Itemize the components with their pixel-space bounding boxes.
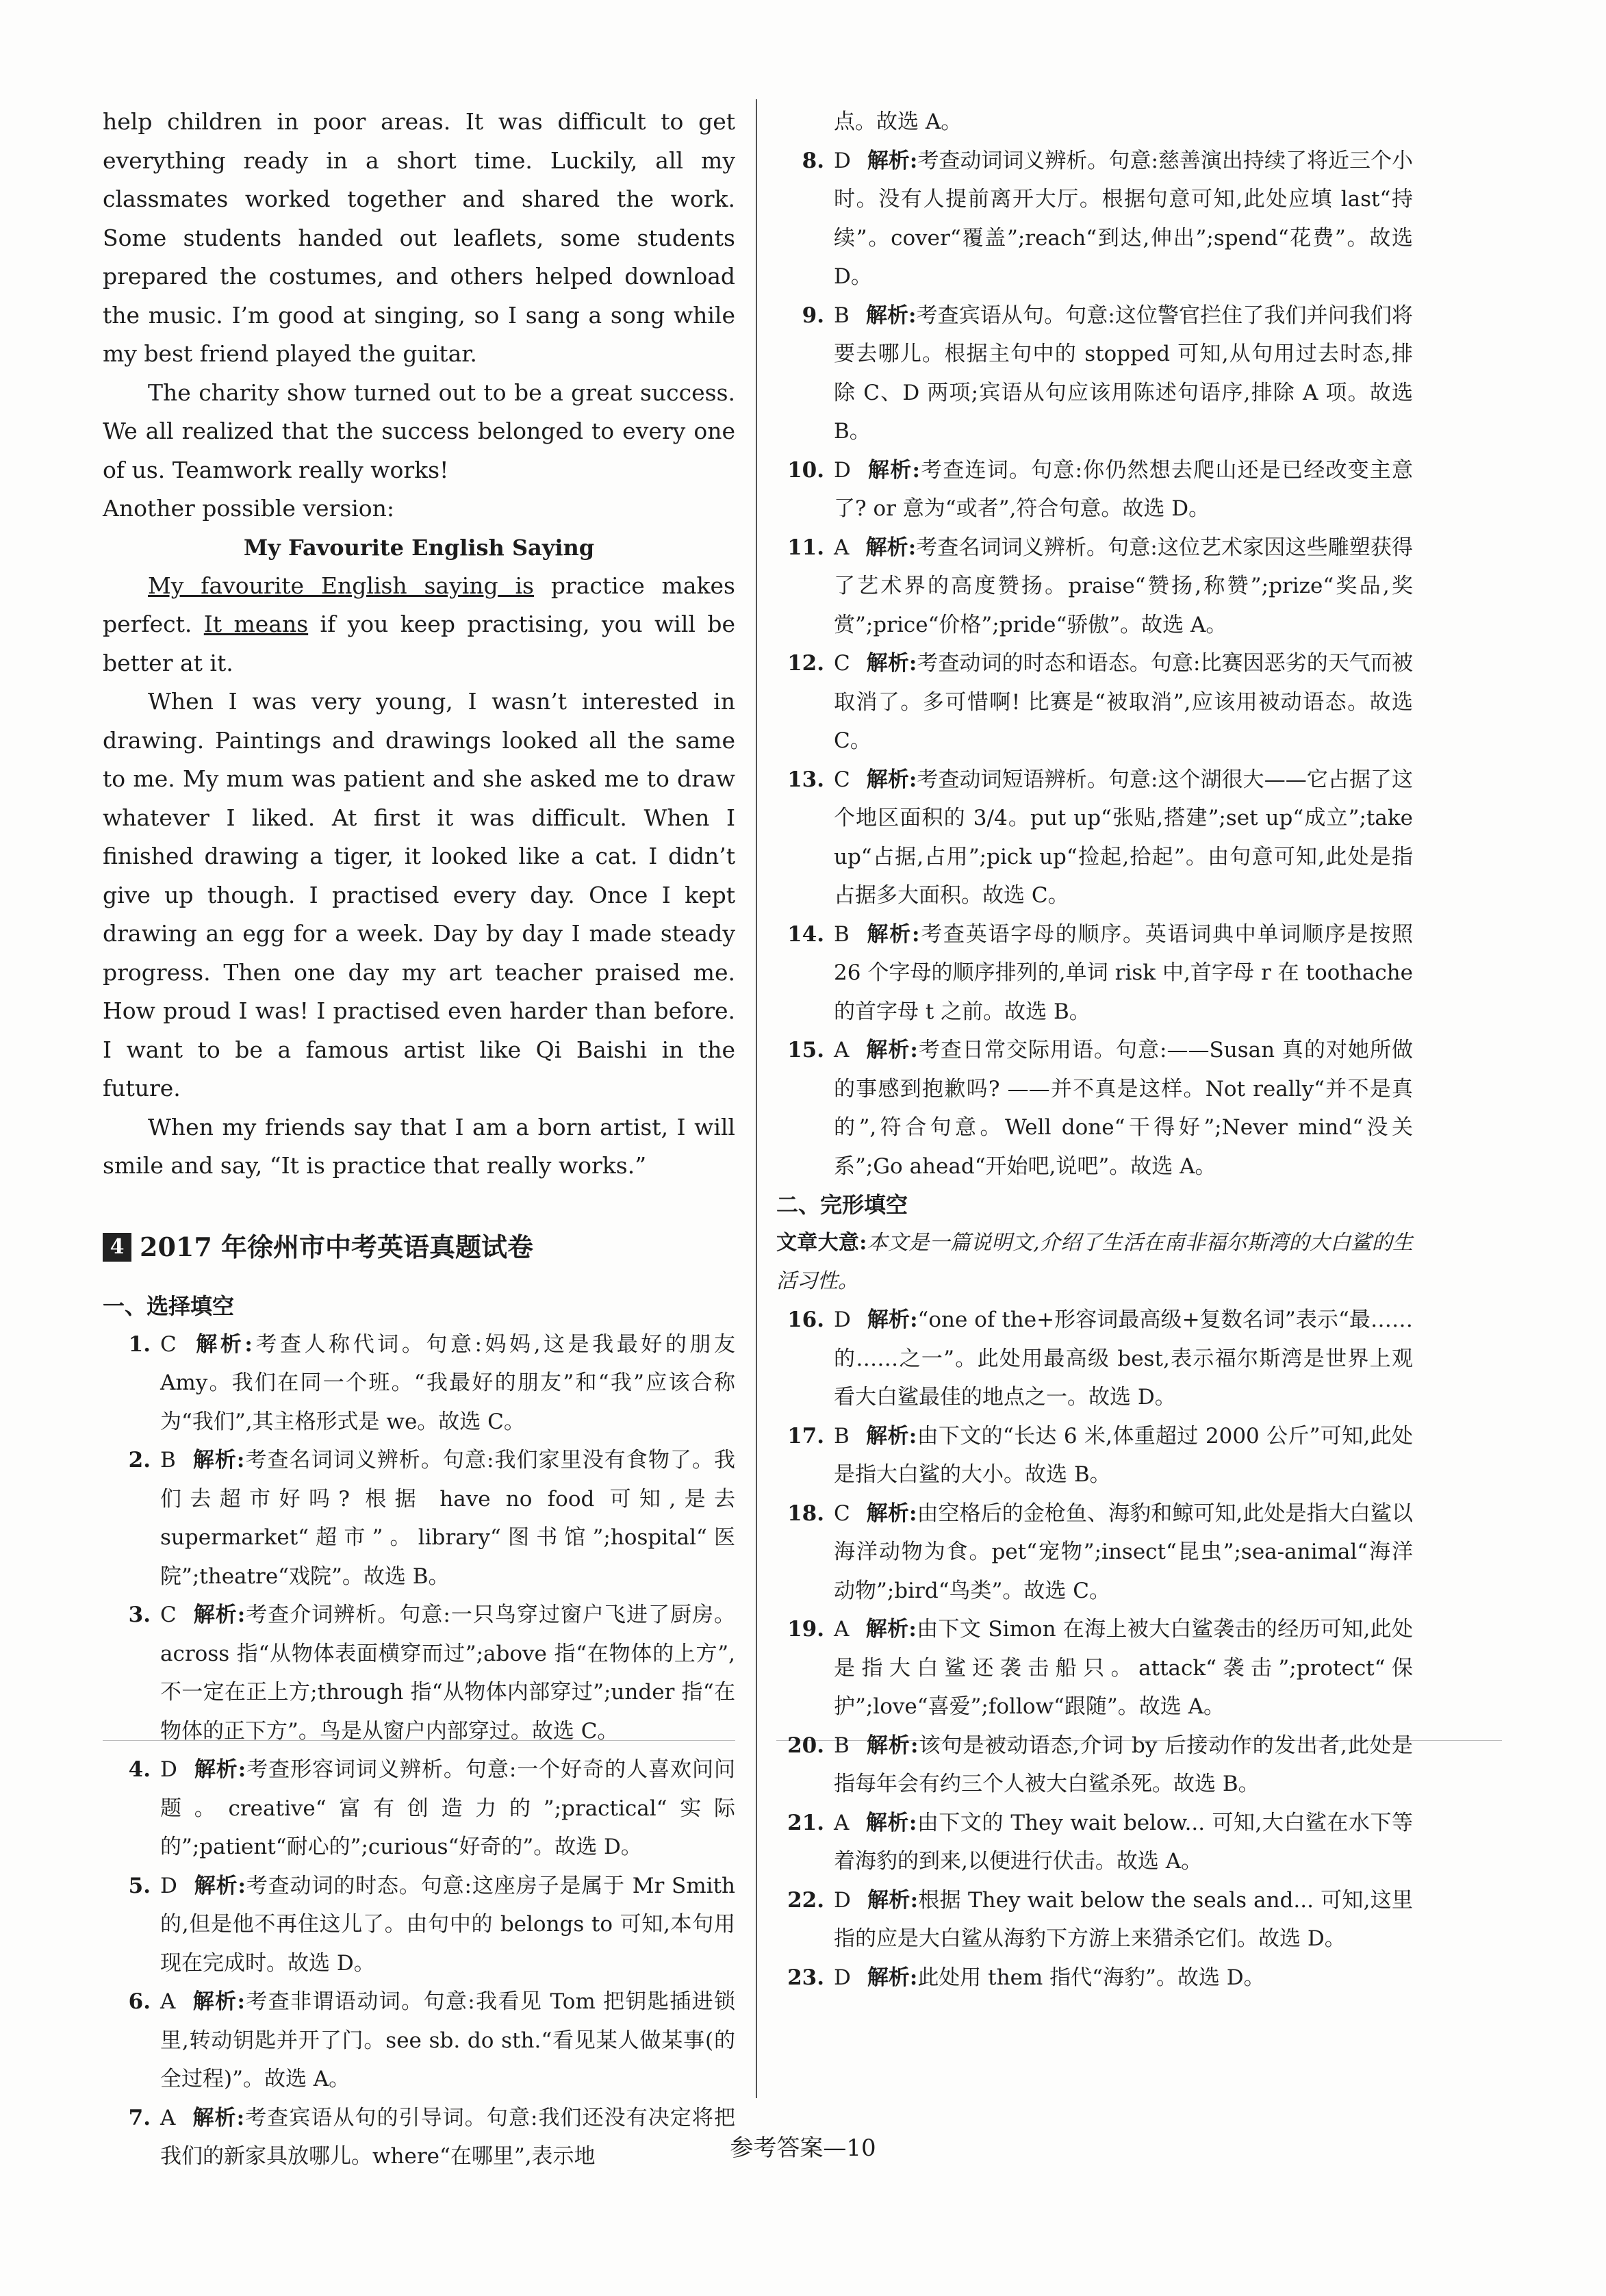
answer-item (776, 915, 1413, 1032)
answer-item (776, 761, 1413, 915)
item-body (824, 1959, 1413, 1998)
answer-letter: D (834, 457, 851, 483)
item-number: 11. (787, 535, 824, 560)
answer-item (776, 1804, 1413, 1881)
article-summary (776, 1224, 1413, 1301)
item-number: 1. (128, 1331, 151, 1357)
analysis-label: 解析: (865, 1423, 917, 1449)
item-body (824, 1031, 1413, 1186)
item-body (824, 1610, 1413, 1726)
answer-letter: A (834, 535, 850, 560)
item-number: 21. (787, 1810, 824, 1835)
analysis-label: 解析: (865, 535, 917, 560)
item-number: 20. (787, 1733, 824, 1758)
answer-letter: A (160, 2105, 176, 2130)
underlined-phrase: It means (203, 611, 309, 637)
answer-letter: B (834, 303, 850, 328)
analysis-text: 考查连词。句意:你仍然想去爬山还是已经改变主意了? or 意为“或者”,符合句意。故选 D。 (834, 457, 1413, 521)
item-body (824, 1494, 1413, 1611)
item-number: 19. (787, 1617, 824, 1642)
item-body (151, 1596, 735, 1750)
answer-letter: C (160, 1331, 177, 1357)
item-number: 15. (787, 1038, 824, 1062)
answer-item (776, 1417, 1413, 1494)
column-divider (756, 99, 757, 2098)
answer-letter: C (834, 767, 850, 792)
answer-letter: A (834, 1810, 850, 1835)
analysis-text: 由下文 Simon 在海上被大白鲨袭击的经历可知,此处是指大白鲨还袭击船只。attack“袭击”;protect“保护”;love“喜爱”;follow“跟随”。故选 A。 (834, 1617, 1413, 1719)
saying-paragraph: When my friends say that I am a born artist, I will smile and say, “It is practice that really works.” (103, 1113, 735, 1179)
saying-paragraph: When I was very young, I wasn’t interested in drawing. Paintings and drawings looked all the same to me. My mum was patient and she asked me to draw whatever I liked. At first it was difficult. When I finished drawing a tiger, it looked like a cat. I didn’t give up though. I practised every day. Once I kept drawing an egg for a week. Day by day I made steady progress. Then one day my art teacher praised me. How proud I was! I practised even harder than before. I want to be a famous artist like Qi Baishi in the future. (103, 688, 735, 1101)
item-body (151, 1325, 735, 1442)
summary-text: 本文是一篇说明文,介绍了生活在南非福尔斯湾的大白鲨的生活习性。 (776, 1231, 1413, 1293)
analysis-label: 解析: (866, 767, 917, 792)
answer-letter: A (834, 1038, 850, 1062)
answer-letter: C (834, 651, 850, 676)
analysis-label: 解析: (865, 921, 920, 947)
analysis-label: 解析: (192, 1989, 245, 2014)
essay-paragraph: The charity show turned out to be a great success. We all realized that the success belonged to every one of us. Teamwork really works! (103, 379, 735, 483)
answer-item (776, 1301, 1413, 1417)
analysis-label: 解析: (867, 1308, 918, 1332)
analysis-text: 此处用 them 指代“海豹”。故选 D。 (917, 1965, 1265, 1990)
answer-letter: A (834, 1617, 850, 1642)
analysis-text: 该句是被动语态,介词 by 后接动作的发出者,此处是指每年会有约三个人被大白鲨杀死。故选 B。 (834, 1733, 1413, 1796)
answer-letter: D (834, 148, 851, 173)
answer-letter: B (834, 1423, 850, 1449)
answer-letter: C (160, 1603, 177, 1627)
analysis-label: 解析: (866, 651, 917, 676)
item-number: 16. (787, 1308, 824, 1332)
answer-list (776, 1301, 1413, 1997)
item-body (824, 1881, 1413, 1959)
summary-label: 文章大意: (776, 1231, 867, 1255)
item-body (824, 1417, 1413, 1494)
analysis-text: 考查英语字母的顺序。英语词典中单词顺序是按照 26 个字母的顺序排列的,单词 risk 中,首字母 r 在 toothache 的首字母 t 之前。故选 B。 (834, 921, 1413, 1024)
item-body (824, 761, 1413, 915)
item-number: 6. (128, 1989, 151, 2014)
item-number: 8. (802, 148, 824, 173)
answer-item (776, 1610, 1413, 1726)
item-number: 10. (787, 457, 824, 483)
analysis-text: 考查宾语从句。句意:这位警官拦住了我们并问我们将要去哪儿。根据主句中的 stopped 可知,从句用过去时态,排除 C、D 两项;宾语从句应该用陈述句语序,排除 A 项。故选 B。 (834, 303, 1413, 444)
analysis-text: 考查名词词义辨析。句意:这位艺术家因这些雕塑获得了艺术界的高度赞扬。praise“赞扬,称赞”;prize“奖品,奖赏”;price“价格”;pride“骄傲”。故选 A。 (834, 535, 1413, 637)
analysis-text: 由空格后的金枪鱼、海豹和鲸可知,此处是指大白鲨以海洋动物为食。pet“宠物”;insect“昆虫”;sea-animal“海洋动物”;bird“鸟类”。故选 C。 (834, 1501, 1413, 1603)
item-number: 4. (128, 1757, 151, 1782)
item-body (151, 1750, 735, 1867)
item-number: 2. (128, 1448, 151, 1472)
answer-letter: A (160, 1989, 176, 2014)
analysis-label: 解析: (865, 1733, 919, 1758)
item-number: 14. (787, 921, 824, 947)
item-number: 13. (787, 767, 824, 792)
saying-paragraph-1 (103, 567, 735, 683)
item-body (151, 1867, 735, 1983)
section-number-badge: 4 (103, 1233, 131, 1262)
analysis-text: 考查名词词义辨析。句意:我们家里没有食物了。我们去超市好吗? 根据 have no food 可知,是去 supermarket“超市”。library“图书馆”;hospital“医院”;theatre“戏院”。故选 B。 (160, 1448, 735, 1589)
item-number: 22. (787, 1887, 824, 1913)
answer-item (103, 1596, 735, 1750)
continued-text: 点。故选 A。 (834, 110, 963, 134)
section-heading (103, 1227, 735, 1268)
answer-item (776, 1494, 1413, 1611)
saying-text: if you keep practising, you will be better at it. (103, 611, 735, 676)
analysis-text: 由下文的 They wait below... 可知,大白鲨在水下等着海豹的到来,以便进行伏击。故选 A。 (834, 1810, 1413, 1874)
analysis-label: 解析: (867, 1965, 918, 1990)
answer-item (776, 1881, 1413, 1959)
answer-item (776, 1031, 1413, 1186)
item-number: 23. (787, 1965, 824, 1990)
answer-item (776, 142, 1413, 296)
analysis-text: 考查日常交际用语。句意:——Susan 真的对她所做的事感到抱歉吗? ——并不真是这样。Not really“并不是真的”,符合句意。Well done“干得好”;Never mind“没关系”;Go ahead“开始吧,说吧”。故选 A。 (834, 1038, 1413, 1179)
item-number: 5. (128, 1873, 151, 1898)
item-body (824, 451, 1413, 528)
answer-item (103, 1867, 735, 1983)
part-title: 二、完形填空 (776, 1192, 908, 1218)
answer-item (103, 1982, 735, 2099)
analysis-label: 解析: (192, 1448, 245, 1472)
answer-letter: D (160, 1873, 177, 1898)
analysis-label: 解析: (865, 1810, 917, 1835)
analysis-text: 考查形容词词义辨析。句意:一个好奇的人喜欢问问题。creative“富有创造力的”;practical“实际的”;patient“耐心的”;curious“好奇的”。故选 D。 (160, 1757, 735, 1859)
answer-letter: D (834, 1308, 851, 1332)
analysis-label: 解析: (867, 148, 918, 173)
page-footer: 参考答案—10 (730, 2134, 876, 2162)
analysis-label: 解析: (865, 303, 917, 328)
answer-item (776, 296, 1413, 451)
another-version-label: Another possible version: (103, 495, 395, 522)
answer-item (776, 1726, 1413, 1804)
analysis-label: 解析: (867, 1887, 919, 1913)
analysis-label: 解析: (865, 1038, 918, 1062)
item-body (824, 1726, 1413, 1804)
analysis-text: 考查动词的时态。句意:这座房子是属于 Mr Smith 的,但是他不再住这儿了。由句中的 belongs to 可知,本句用现在完成时。故选 D。 (160, 1873, 735, 1976)
analysis-text: 考查非谓语动词。句意:我看见 Tom 把钥匙插进锁里,转动钥匙并开了门。see sb. do sth.“看见某人做某事(的全过程)”。故选 A。 (160, 1989, 735, 2091)
answer-item (776, 644, 1413, 761)
analysis-text: 考查动词短语辨析。句意:这个湖很大——它占据了这个地区面积的 3/4。put up“张贴,搭建”;set up“成立”;take up“占据,占用”;pick up“捡起,拾起”。由句意可知,此处是指占据多大面积。故选 C。 (834, 767, 1413, 908)
analysis-label: 解析: (193, 1757, 246, 1782)
right-column (776, 103, 1413, 1997)
analysis-label: 解析: (192, 1331, 253, 1357)
item-body (824, 296, 1413, 451)
item-number: 3. (128, 1603, 151, 1627)
answer-letter: C (834, 1501, 850, 1526)
item-number: 9. (802, 303, 824, 328)
answer-letter: B (834, 1733, 850, 1758)
answer-list (776, 142, 1413, 1186)
answer-item (776, 528, 1413, 645)
answer-item (103, 1325, 735, 1442)
item-body (151, 1982, 735, 2099)
analysis-text: “one of the+形容词最高级+复数名词”表示“最……的……之一”。此处用最高级 best,表示福尔斯湾是世界上观看大白鲨最佳的地点之一。故选 D。 (834, 1308, 1413, 1410)
analysis-label: 解析: (192, 1603, 246, 1627)
analysis-text: 考查动词词义辨析。句意:慈善演出持续了将近三个小时。没有人提前离开大厅。根据句意可知,此处应填 last“持续”。cover“覆盖”;reach“到达,伸出”;spend“花费”。故选 D。 (834, 148, 1413, 289)
item-body (824, 915, 1413, 1032)
item-body (824, 644, 1413, 761)
analysis-label: 解析: (867, 457, 920, 483)
item-number: 17. (787, 1423, 824, 1449)
analysis-label: 解析: (192, 2105, 245, 2130)
section-title: 2017 年徐州市中考英语真题试卷 (140, 1231, 533, 1262)
saying-text: practice makes perfect. (103, 572, 735, 637)
item-number: 12. (787, 651, 824, 676)
analysis-text: 由下文的“长达 6 米,体重超过 2000 公斤”可知,此处是指大白鲨的大小。故选 B。 (834, 1423, 1413, 1487)
analysis-text: 考查动词的时态和语态。句意:比赛因恶劣的天气而被取消了。多可惜啊! 比赛是“被取消”,应该用被动语态。故选 C。 (834, 651, 1413, 753)
answer-letter: B (160, 1448, 176, 1472)
item-body (824, 528, 1413, 645)
analysis-text: 考查人称代词。句意:妈妈,这是我最好的朋友 Amy。我们在同一个班。“我最好的朋友”和“我”应该合称为“我们”,其主格形式是 we。故选 C。 (160, 1331, 735, 1434)
answer-item (103, 1750, 735, 1867)
analysis-text: 考查介词辨析。句意:一只鸟穿过窗户飞进了厨房。across 指“从物体表面横穿而过”;above 指“在物体的上方”,不一定在正上方;through 指“从物体内部穿过”;under 指“在物体的正下方”。鸟是从窗户内部穿过。故选 C。 (160, 1603, 735, 1744)
left-column (103, 103, 735, 2176)
answer-item (103, 1441, 735, 1596)
answer-letter: D (834, 1887, 851, 1913)
analysis-label: 解析: (866, 1501, 917, 1526)
underlined-phrase: My favourite English saying is (148, 572, 534, 599)
essay-paragraph: help children in poor areas. It was difficult to get everything ready in a short time. Luckily, all my classmates worked together and shared the work. Some students handed out leaflets, some students prepared the costumes, and others helped download the music. I’m good at singing, so I sang a song while my best friend played the guitar. (103, 108, 735, 367)
analysis-text: 根据 They wait below the seals and... 可知,这里指的应是大白鲨从海豹下方游上来猎杀它们。故选 D。 (834, 1887, 1413, 1951)
analysis-label: 解析: (193, 1873, 246, 1898)
answer-list (103, 1325, 735, 2176)
saying-title: My Favourite English Saying (243, 534, 595, 561)
item-number: 7. (128, 2105, 151, 2130)
answer-item (776, 451, 1413, 528)
item-body (824, 142, 1413, 296)
analysis-label: 解析: (865, 1617, 917, 1642)
item-body (824, 1804, 1413, 1881)
part-title: 一、选择填空 (103, 1292, 235, 1319)
answer-letter: D (160, 1757, 177, 1782)
answer-letter: B (834, 921, 850, 947)
answer-letter: D (834, 1965, 851, 1990)
item-body (824, 1301, 1413, 1417)
item-body (151, 1441, 735, 1596)
analysis-text: 考查宾语从句的引导词。句意:我们还没有决定将把我们的新家具放哪儿。where“在哪里”,表示地 (160, 2105, 735, 2169)
answer-item (776, 1959, 1413, 1998)
item-number: 18. (787, 1501, 824, 1526)
